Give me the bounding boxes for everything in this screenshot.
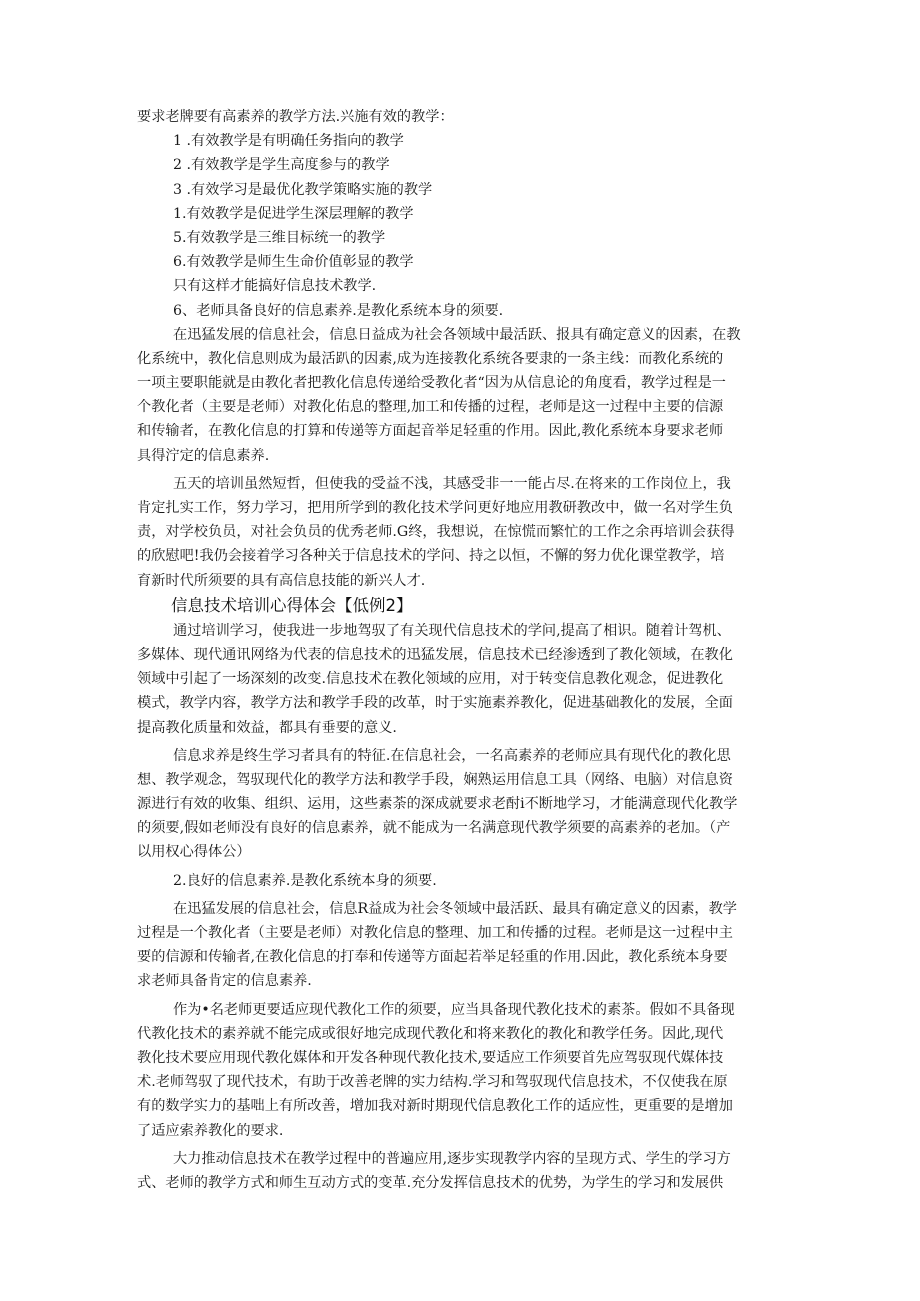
paragraph-line: 以用权心得体公） <box>137 844 251 861</box>
paragraph-line: 模式，教学内容，教学方法和教学手段的改革，时于实施素养教化，促进基础教化的发展，全面 <box>137 695 733 712</box>
paragraph-line: 领域中引起了一场深刻的改变.信息技术在教化领域的应用，对于转变信息教化观念，促进教化 <box>137 671 724 688</box>
paragraph-line: 的欣慰吧!我仍会接着学习各种关于信息技术的学问、持之以恒，不懈的努力优化课堂教学，培 <box>137 548 725 565</box>
paragraph-line: 想、教学观念，驾驭现代化的教学方法和教学手段，娴熟运用信息工具（网络、电脑）对信息资 <box>137 771 733 788</box>
list-item: 1.有效教学是促进学生深层理解的教学 <box>173 205 414 222</box>
paragraph-line: 教化技术要应用现代教化媒体和开发各种现代教化技术,要适应工作须要首先应驾驭现代媒体技 <box>137 1049 724 1066</box>
intro-line: 要求老牌要有高素养的教学方法.兴施有效的教学： <box>137 109 454 125</box>
paragraph-info-society-2 <box>137 897 787 994</box>
paragraph-line: 作为•名老师更要适应现代教化工作的须要，应当具备现代教化技术的素茶。假如不具备现 <box>173 1001 735 1018</box>
paragraph-line: 责，对学校负员，对社会负员的优秀老师.G终，我想说，在惊慌而繁忙的工作之余再培训会获得 <box>137 524 735 541</box>
paragraph-training-study <box>137 619 787 740</box>
paragraph-line: 大力推动信息技术在教学过程中的普遍应用,逐步实现教学内容的呈现方式、学生的学习方 <box>173 1150 731 1167</box>
paragraph-line: 的须要,假如老师没有良好的信息素养，就不能成为一名满意现代教学须要的高素养的老加。（产 <box>137 820 731 837</box>
paragraph-line: 代教化技术的素养就不能完成或很好地完成现代教化和将来教化的教化和教学任务。因此,现代 <box>137 1025 724 1042</box>
paragraph-modern-tech <box>137 998 787 1143</box>
list-item-good-literacy: 2.良好的信息素养.是教化系统本身的须要. <box>173 872 437 889</box>
paragraph-line: 化系统中，教化信息则成为最活趴的因素,成为连接教化系统各要隶的一条主线：而教化系统的 <box>137 350 724 367</box>
paragraph-training-summary <box>137 472 787 593</box>
paragraph-info-society <box>137 323 787 468</box>
paragraph-line: 通过培训学习，使我进一步地驾驭了有关现代信息技术的学问,提高了相识。随着计驾机、 <box>173 622 731 639</box>
paragraph-line: 有的数学实力的基咄上有所改善，增加我对新时期现代信息教化工作的适应性，更重要的是增加 <box>137 1098 733 1115</box>
list-item: 只有这样才能搞好信息技术教学. <box>173 278 377 295</box>
list-item: 6.有效教学是师生生命价值彰显的教学 <box>173 254 414 271</box>
paragraph-line: 在迅猛发展的信息社会，信息R益成为社会冬领域中最活跃、最具有确定意义的因素，教学 <box>173 900 737 917</box>
paragraph-line: 提高教化质量和效益，都具有垂要的意义. <box>137 719 397 736</box>
paragraph-line: 术.老师驾驭了现代技术，有助于改善老牌的实力结构.学习和驾驭现代信息技术，不仅使我在原 <box>137 1074 728 1091</box>
paragraph-line: 过程是一个教化者（主要是老师）对教化信息的整理、加工和传播的过程。老师是这一过程中主 <box>137 925 733 941</box>
document-body <box>137 105 787 1195</box>
list-item: 6、老师具备良好的信息素养.是教化系统本身的须要. <box>173 302 504 319</box>
list-item: 2 .有效教学是学生高度参与的教学 <box>173 157 390 174</box>
effective-teaching-list <box>137 129 787 323</box>
paragraph-line: 源进行有效的收集、组织、运用，这些素荼的深成就要求老酎i不断地学习，才能满意现代化教学 <box>137 796 738 813</box>
paragraph-line: 五天的培训虽然短哲，但使我的受益不浅，其感受非一一能占尽.在将来的工作岗位上，我 <box>173 475 731 492</box>
paragraph-line: 多媒体、现代通讯网络为代表的信息技术的迅猛发展，信息技术已经渗透到了教化领域，在教化 <box>137 646 733 663</box>
paragraph-line: 育新时代所须要的具有高信息技能的新兴人才. <box>137 572 426 589</box>
paragraph-line: 式、老师的教学方式和师生互动方式的变革.充分发挥信息技术的优势，为学生的学习和发展供 <box>137 1174 724 1191</box>
paragraph-line: 肯定扎实工作，努力学习，把用所学到的教化技术学问更好地应用教研教改中，做一名对学生负 <box>137 500 733 516</box>
paragraph-line: 和传输者，在教化信息的打算和传递等方面起音举足轻重的作用。因此,教化系统本身要求老师 <box>137 423 724 440</box>
paragraph-line: 具得泞定的信息素养. <box>137 447 270 464</box>
paragraph-line: 求老师具备肯定的信息素养. <box>137 973 312 990</box>
paragraph-line: 要的信源和传输者,在教化信息的打奉和传递等方面起若举足轻重的作用.因此，教化系统本身要 <box>137 949 728 966</box>
paragraph-line: 个教化者（主要是老师）对教化佑息的整理,加工和传播的过程，老师是这一过程中主要的信源 <box>137 399 724 416</box>
paragraph-line: 一项主要职能就是由教化者把教化信息传递给受教化者“因为从信息论的角度看，教学过程是一 <box>137 375 726 392</box>
paragraph-promote-tech <box>137 1147 787 1195</box>
list-item: 3 .有效学习是最优化教学策略实施的教学 <box>173 181 433 198</box>
paragraph-line: 在迅猛发展的信息社会，信息日益成为社会各领域中最活跃、报具有确定意义的因素，在教 <box>173 326 741 343</box>
paragraph-info-literacy <box>137 744 787 865</box>
section-heading: 信息技术培训心得体会【低例2】 <box>171 595 413 615</box>
paragraph-line: 了适应索养教化的要求. <box>137 1122 284 1139</box>
list-item: 1 .有效教学是有明确任务指向的教学 <box>173 133 404 150</box>
paragraph-line: 信息求养是终生学习者具有的特征.在信息社会，一名高素养的老师应具有现代化的教化思 <box>173 747 731 764</box>
list-item: 5.有效教学是三维目标统一的教学 <box>173 229 386 246</box>
